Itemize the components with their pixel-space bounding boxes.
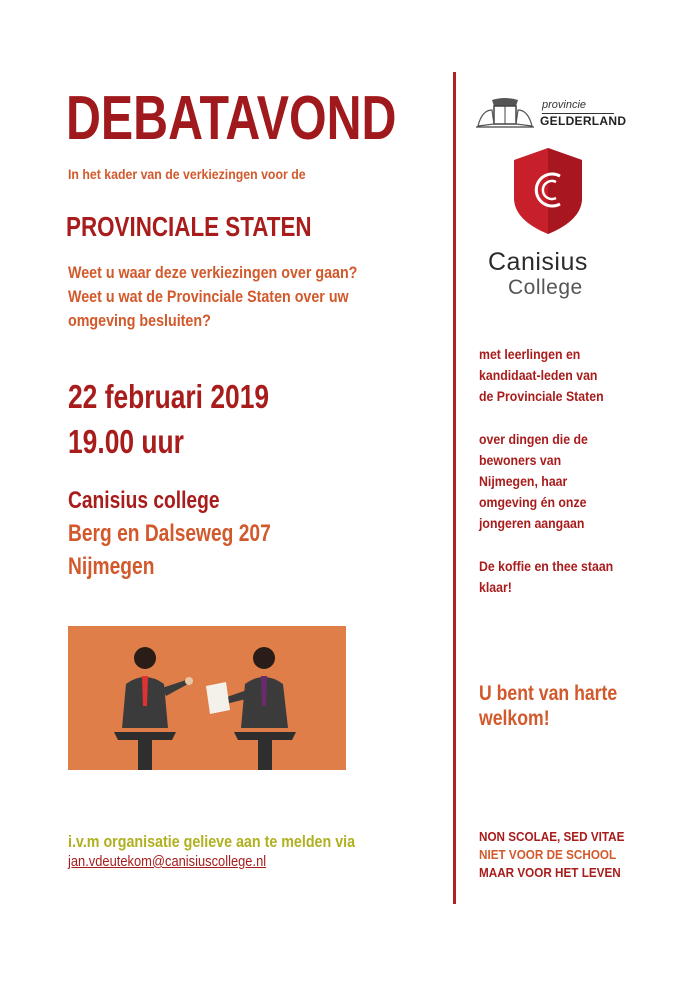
event-time: 19.00 uur bbox=[68, 423, 184, 460]
event-heading: PROVINCIALE STATEN bbox=[66, 211, 312, 242]
sidebar-line: De koffie en thee staan bbox=[479, 558, 614, 574]
sponsor-line1: provincie bbox=[542, 99, 587, 111]
venue-name: Canisius college bbox=[68, 487, 220, 514]
column-divider bbox=[453, 72, 456, 904]
school-name-line2: College bbox=[508, 276, 583, 299]
sidebar-line: de Provinciale Staten bbox=[479, 388, 604, 404]
motto-line: NON SCOLAE, SED VITAE bbox=[479, 829, 625, 844]
sidebar-line: met leerlingen en bbox=[479, 346, 581, 362]
registration-note: i.v.m organisatie gelieve aan te melden via bbox=[68, 832, 356, 851]
welcome-line: welkom! bbox=[479, 707, 550, 730]
shield-icon bbox=[512, 146, 584, 236]
debate-illustration bbox=[68, 626, 346, 770]
sidebar-line: Nijmegen, haar bbox=[479, 473, 568, 489]
question-line: Weet u wat de Provinciale Staten over uw bbox=[68, 287, 349, 306]
sidebar-line: omgeving én onze bbox=[479, 494, 587, 510]
event-subtitle: In het kader van de verkiezingen voor de bbox=[68, 166, 306, 182]
registration-email-link[interactable]: jan.vdeutekom@canisiuscollege.nl bbox=[68, 853, 267, 870]
sponsor-line2: GELDERLAND bbox=[540, 114, 627, 128]
event-date: 22 februari 2019 bbox=[68, 378, 270, 415]
coat-of-arms-icon bbox=[474, 96, 536, 130]
sidebar-line: bewoners van bbox=[479, 452, 562, 468]
welcome-line: U bent van harte bbox=[479, 682, 618, 705]
sidebar-line: klaar! bbox=[479, 579, 512, 595]
venue-street: Berg en Dalseweg 207 bbox=[68, 520, 271, 547]
question-line: Weet u waar deze verkiezingen over gaan? bbox=[68, 263, 358, 282]
motto-line: MAAR VOOR HET LEVEN bbox=[479, 865, 621, 880]
sidebar-line: jongeren aangaan bbox=[479, 515, 585, 531]
sidebar-line: kandidaat-leden van bbox=[479, 367, 598, 383]
motto-line: NIET VOOR DE SCHOOL bbox=[479, 847, 617, 862]
debaters-illustration-icon bbox=[68, 626, 346, 770]
sidebar-line: over dingen die de bbox=[479, 431, 588, 447]
event-title: DEBATAVOND bbox=[66, 84, 397, 153]
venue-city: Nijmegen bbox=[68, 553, 155, 580]
school-name-line1: Canisius bbox=[488, 248, 588, 276]
canisius-shield-logo bbox=[512, 146, 584, 236]
question-line: omgeving besluiten? bbox=[68, 311, 211, 330]
